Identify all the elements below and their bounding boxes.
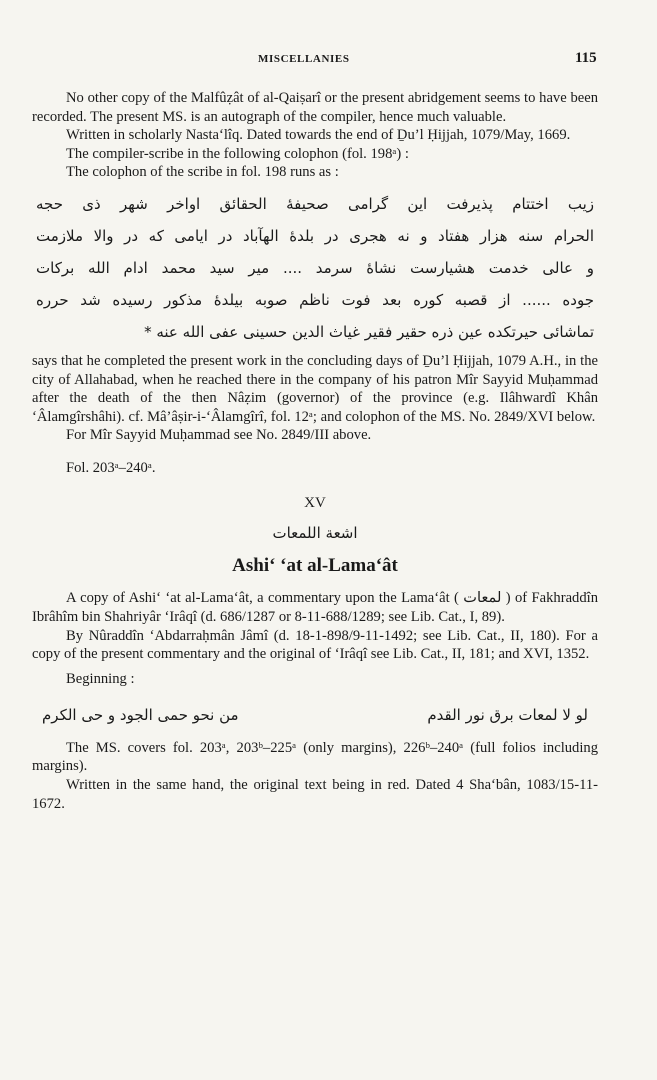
paragraph-hand-and-date: Written in the same hand, the original text being in red. Dated 4 Sha‘bân, 1083/15-11-1672. xyxy=(32,777,598,812)
beginning-hemistich: لو لا لمعات برق نور القدم xyxy=(427,706,588,725)
paragraph-copy-description: A copy of Ashi‘ ‘at al-Lama‘ât, a commentary upon the Lama‘ât ( لمعات ) of Fakhraddîn Ibrâhîm bin Shahriyâr ‘Irâqî (d. 686/1287 or 8-11-688/1289; see Lib. Cat., I, 89). xyxy=(32,590,598,625)
page-header xyxy=(0,50,657,70)
paragraph-copy-note: No other copy of the Malfûẓât of al-Qaiṣarî or the present abridgement seems to have been recorded. The present MS. is an autograph of the compiler, hence much valuable. xyxy=(32,90,598,125)
beginning-arabic-verse xyxy=(42,706,588,725)
paragraph-folio-coverage: The MS. covers fol. 203ᵃ, 203ᵇ–225ᵃ (only margins), 226ᵇ–240ᵃ (full folios including margins). xyxy=(32,739,598,775)
colophon-line: تماشائی حیرتکده عین ذره حقیر فقیر غیاث الدین حسینی عفی الله عنه * xyxy=(144,322,594,341)
colophon-line: و عالی خدمت هشیارست نشاهٔ سرمد .... میر سید محمد ادام الله برکات xyxy=(36,258,594,277)
paragraph-compiler-colophon: The compiler-scribe in the following colophon (fol. 198ᵃ) : xyxy=(66,145,409,162)
page-number: 115 xyxy=(575,50,597,66)
paragraph-author: By Nûraddîn ‘Abdarraḥmân Jâmî (d. 18-1-898/9-11-1492; see Lib. Cat., II, 180). For a copy of the present commentary and the original of ‘Irâqî see Lib. Cat., II, 181; and XVI, 1352. xyxy=(32,627,598,663)
paragraph-colophon-explanation: says that he completed the present work in the concluding days of Ḏu’l Ḥijjah, 1079 A.H., in the city of Allahabad, when he reached there in the company of his patron Mîr Sayyid Muḥammad after the death of the then Nâẓim (governor) of the province (e.g. Ilâhwardî Khân ‘Âlamgîrshâhi). cf. Mâ’âṣir-i-‘Âlamgîrî, fol. 12ᵃ; and colophon of the MS. No. 2849/XVI below. xyxy=(32,352,598,425)
paragraph-script-date: Written in scholarly Nasta‘lîq. Dated towards the end of Ḏu’l Ḥijjah, 1079/May, 1669. xyxy=(66,127,571,144)
running-head: MISCELLANIES xyxy=(258,53,350,65)
colophon-line: زیب اختتام پذیرفت این گرامی صحیفهٔ الحقائق اواخر شهر ذی حجه xyxy=(36,194,594,213)
colophon-line: جوده ...... از قصبه کوره بعد فوت ناظم صوبه بیلدهٔ مذکور رسیده شد حرره xyxy=(36,290,594,309)
paragraph-beginning-label: Beginning : xyxy=(66,670,135,687)
paragraph-mir-sayyid-reference: For Mîr Sayyid Muḥammad see No. 2849/III above. xyxy=(66,427,372,444)
section-title-english: Ashi‘ ‘at al-Lama‘ât xyxy=(232,554,398,576)
section-title-arabic: اشعة اللمعات xyxy=(272,524,358,543)
paragraph-scribe-colophon-intro: The colophon of the scribe in fol. 198 runs as : xyxy=(66,164,339,181)
paragraph-folio-range: Fol. 203ᵃ–240ᵃ. xyxy=(66,459,156,476)
page-body xyxy=(32,89,598,813)
colophon-line: الحرام سنه هزار هفتاد و نه هجری در بلدهٔ الهآباد در ایامی که در والا ملازمت xyxy=(36,226,594,245)
section-number: XV xyxy=(304,494,326,511)
colophon-persian-text xyxy=(32,188,598,348)
beginning-hemistich: من نحو حمى الجود و حى الكرم xyxy=(42,706,239,725)
